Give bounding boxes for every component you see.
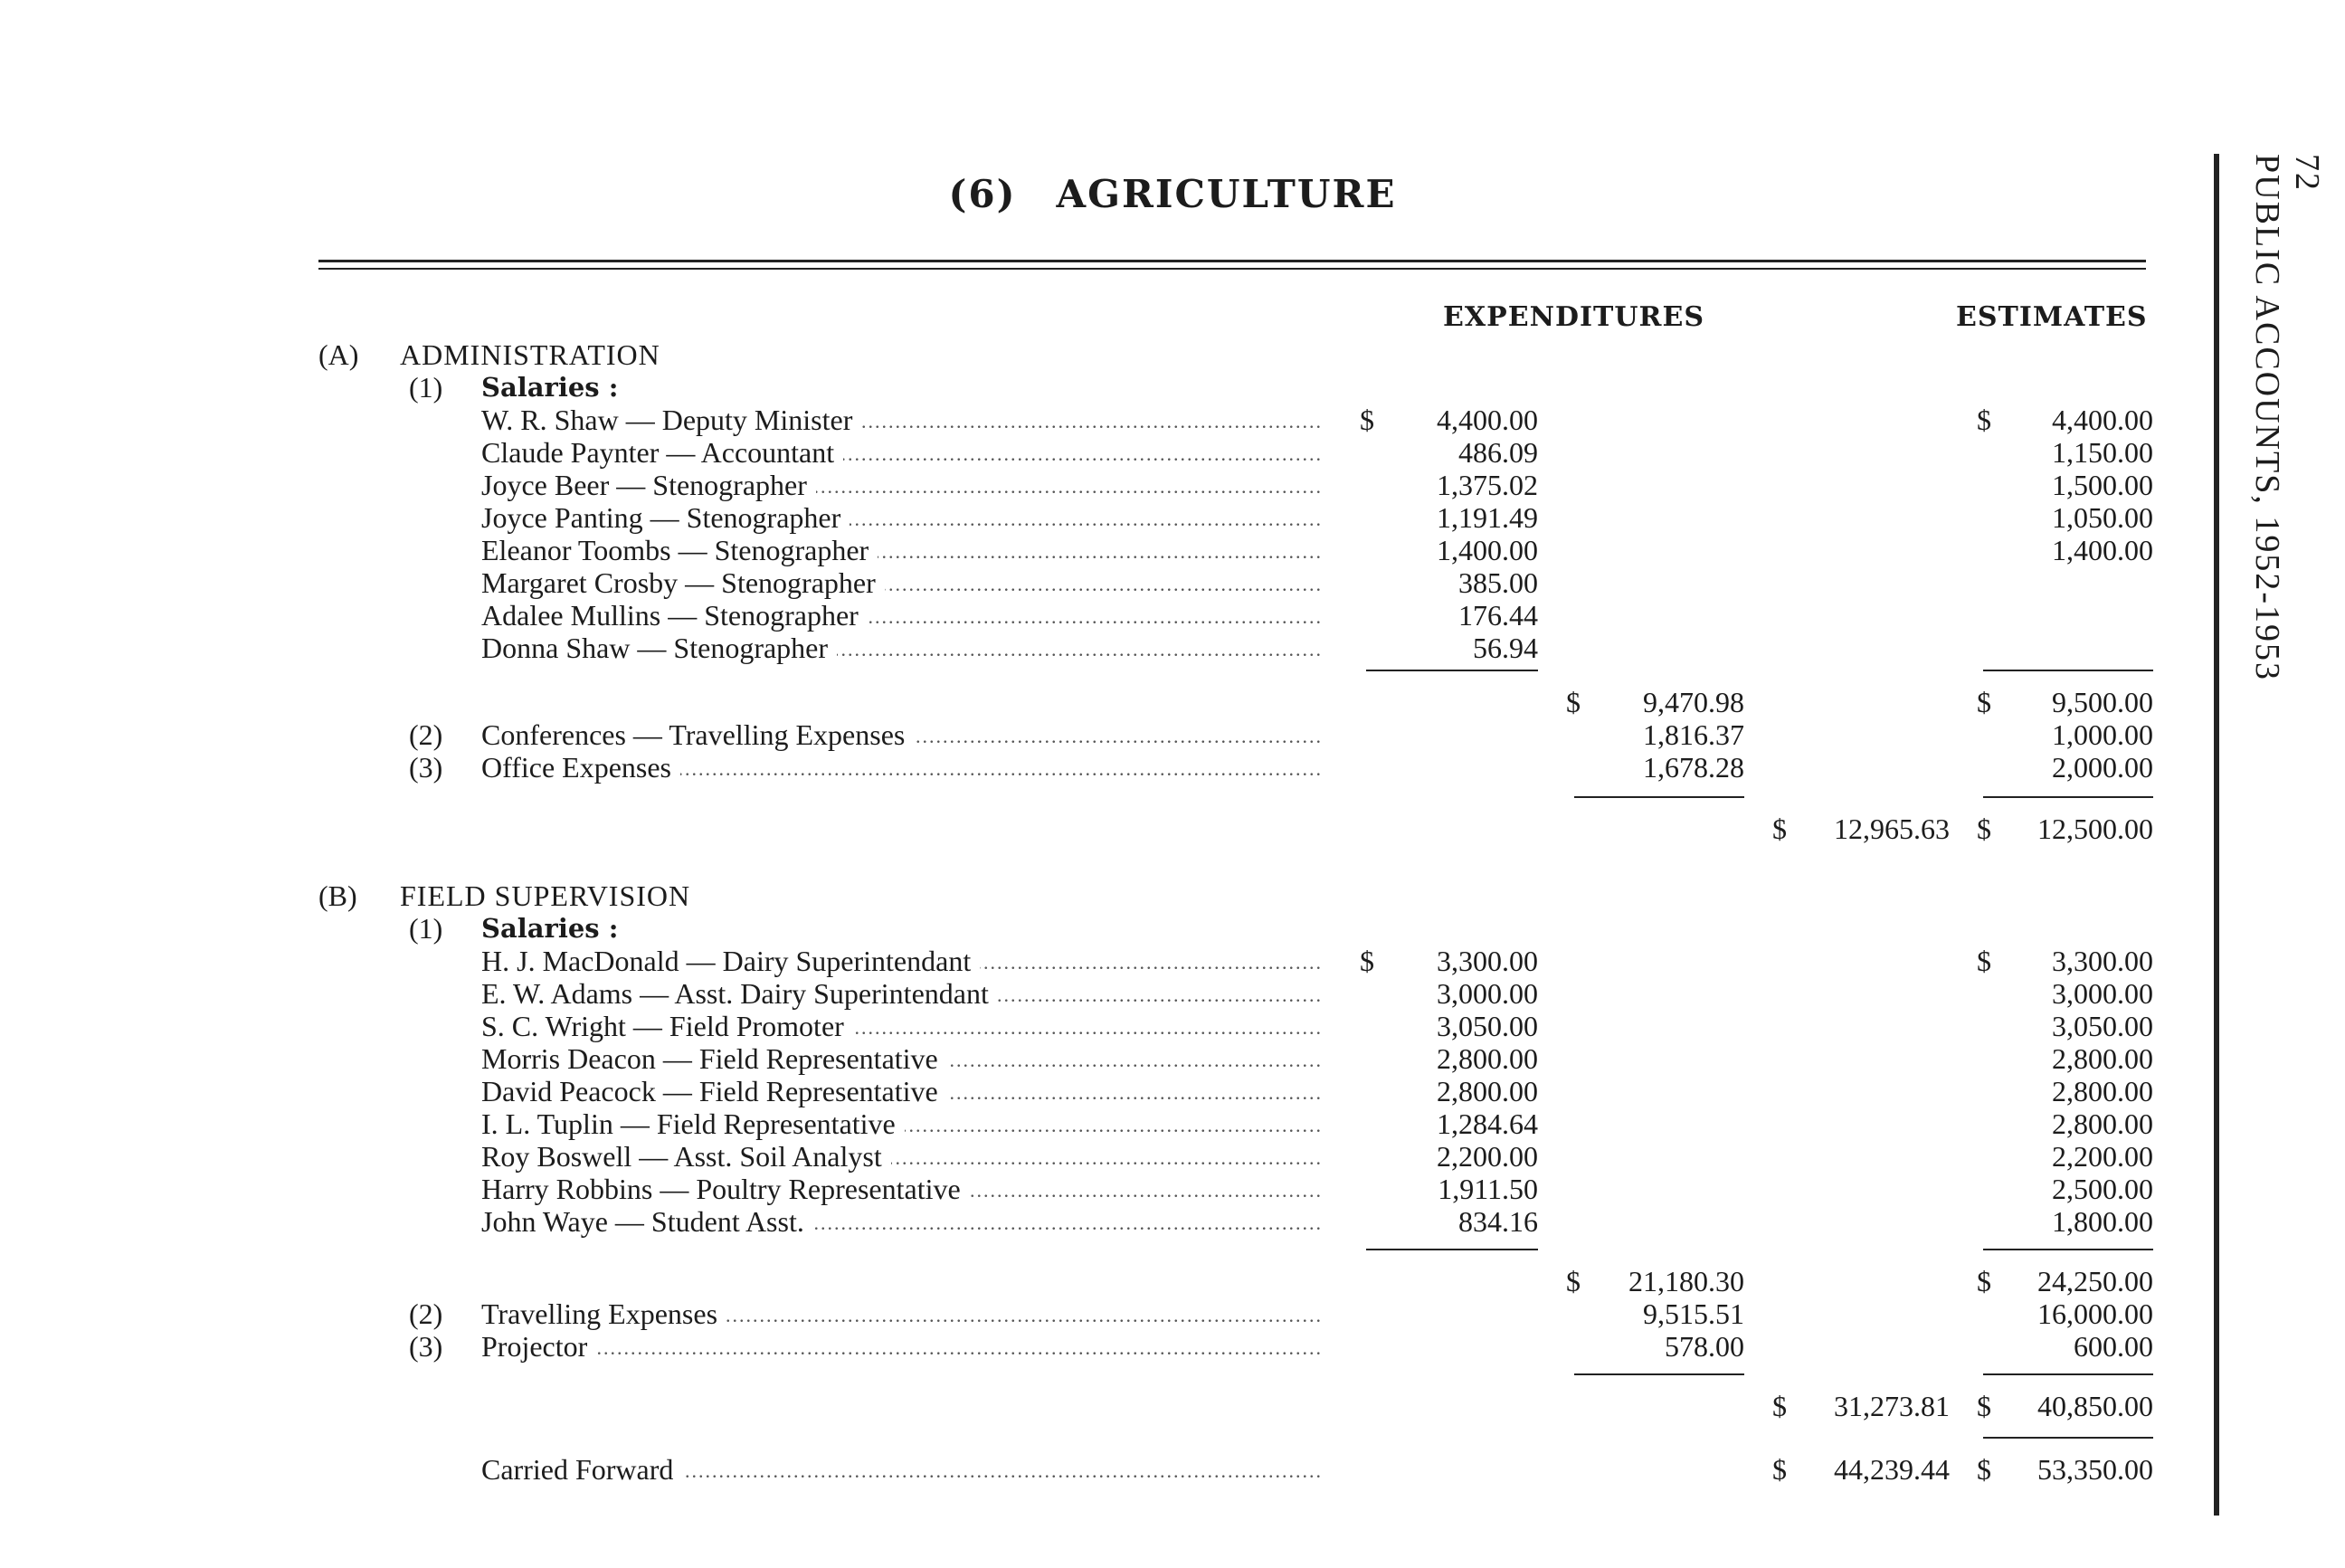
salary-row-label: Joyce Panting — Stenographer ..... [481,501,1323,534]
salary-row-estimate: 3,050.00 [2052,1010,2153,1042]
section-total-estimate: 40,850.00 [2037,1390,2153,1422]
salary-row-expenditure: 176.44 [1458,599,1538,632]
line-item-expenditure: 1,678.28 [1643,751,1744,784]
dollar-sign: $ [1977,813,1991,845]
dollar-sign: $ [1772,813,1787,845]
section-heading [0,879,2345,912]
line-item-estimate: 600.00 [2074,1330,2153,1363]
salary-row [0,1042,2345,1075]
section-title: ADMINISTRATION [400,338,660,371]
item-number: (3) [409,1330,443,1363]
salary-row-label: H. J. MacDonald — Dairy Superintendant ..... [481,945,1323,977]
section-number: (6) [948,172,1017,216]
salary-row [0,599,2345,632]
running-title: PUBLIC ACCOUNTS, 1952-1953 [2248,154,2286,681]
salary-row [0,404,2345,436]
salary-row [0,534,2345,566]
salary-row-estimate: 2,800.00 [2052,1107,2153,1140]
line-item-label: Office Expenses ..... [481,751,1323,784]
salary-row-expenditure: 486.09 [1458,436,1538,469]
salary-row-expenditure: 834.16 [1458,1205,1538,1238]
salary-row [0,1010,2345,1042]
salary-row-expenditure: 3,300.00 [1437,945,1538,977]
salary-row-label: David Peacock — Field Representative ..... [481,1075,1323,1107]
salaries-subtotal: 21,180.30 [1628,1265,1744,1297]
line-item-label: Projector ..... [481,1330,1323,1363]
salary-row-label: Roy Boswell — Asst. Soil Analyst ..... [481,1140,1323,1173]
section-total-row [0,813,2345,845]
section-total: 31,273.81 [1834,1390,1950,1422]
salaries-label: Salaries : [481,372,619,403]
subtotal-rule [1366,670,1538,671]
total-rule [1574,796,1744,798]
carried-forward-estimate: 53,350.00 [2037,1453,2153,1486]
page-title [0,172,2345,216]
salary-row-label: E. W. Adams — Asst. Dairy Superintendant ..... [481,977,1323,1010]
dollar-sign: $ [1566,686,1581,718]
carried-forward-total: 44,239.44 [1834,1453,1950,1486]
salary-row-estimate: 2,800.00 [2052,1042,2153,1075]
section-letter: (A) [318,338,359,371]
carried-forward-label: Carried Forward ..... [481,1453,1323,1486]
item-number: (2) [409,1297,443,1330]
salary-row-label: Margaret Crosby — Stenographer ..... [481,566,1323,599]
salary-row-expenditure: 3,050.00 [1437,1010,1538,1042]
salaries-heading [0,371,2345,404]
salary-row-expenditure: 385.00 [1458,566,1538,599]
salary-row [0,436,2345,469]
salary-row-expenditure: 3,000.00 [1437,977,1538,1010]
salaries-estimate: 24,250.00 [2037,1265,2153,1297]
dollar-sign: $ [1772,1390,1787,1422]
subtotal-rule [1983,1249,2153,1250]
salary-row-expenditure: 1,400.00 [1437,534,1538,566]
line-item-expenditure: 578.00 [1665,1330,1744,1363]
salary-row-estimate: 1,050.00 [2052,501,2153,534]
carried-forward-row [0,1453,2345,1486]
dollar-sign: $ [1360,945,1374,977]
salary-row-expenditure: 1,284.64 [1437,1107,1538,1140]
line-item-expenditure: 9,515.51 [1643,1297,1744,1330]
salary-row-label: Eleanor Toombs — Stenographer ..... [481,534,1323,566]
section-total-estimate: 12,500.00 [2037,813,2153,845]
salary-row-label: Claude Paynter — Accountant ..... [481,436,1323,469]
line-item-row [0,718,2345,751]
salary-row-expenditure: 4,400.00 [1437,404,1538,436]
section-title: FIELD SUPERVISION [400,879,691,912]
salary-row-expenditure: 2,800.00 [1437,1042,1538,1075]
salary-row [0,566,2345,599]
salary-row-estimate: 2,200.00 [2052,1140,2153,1173]
line-item-expenditure: 1,816.37 [1643,718,1744,751]
salary-row-expenditure: 1,191.49 [1437,501,1538,534]
salary-row [0,1107,2345,1140]
section-total-row [0,1390,2345,1422]
salary-row [0,501,2345,534]
salary-row-estimate: 4,400.00 [2052,404,2153,436]
salary-row [0,945,2345,977]
salary-row-expenditure: 2,200.00 [1437,1140,1538,1173]
line-item-estimate: 16,000.00 [2037,1297,2153,1330]
item-number: (1) [409,912,443,945]
item-number: (3) [409,751,443,784]
salary-row-estimate: 1,150.00 [2052,436,2153,469]
salary-row-estimate: 2,500.00 [2052,1173,2153,1205]
salaries-estimate: 9,500.00 [2052,686,2153,718]
salary-row [0,632,2345,664]
salary-row-label: Donna Shaw — Stenographer ..... [481,632,1323,664]
salaries-subtotal-row [0,1265,2345,1297]
section-title: AGRICULTURE [1056,172,1397,216]
dollar-sign: $ [1977,1265,1991,1297]
salaries-subtotal-row [0,686,2345,718]
salaries-label: Salaries : [481,913,619,944]
line-item-row [0,1297,2345,1330]
salary-row-label: Joyce Beer — Stenographer ..... [481,469,1323,501]
dollar-sign: $ [1977,1390,1991,1422]
line-item-label: Travelling Expenses ..... [481,1297,1323,1330]
salary-row [0,1140,2345,1173]
dollar-sign: $ [1360,404,1374,436]
line-item-row [0,751,2345,784]
estimates-column-header: ESTIMATES [1956,301,2148,333]
salary-row-estimate: 2,800.00 [2052,1075,2153,1107]
line-item-label: Conferences — Travelling Expenses ..... [481,718,1323,751]
subtotal-rule [1366,1249,1538,1250]
line-item-row [0,1330,2345,1363]
dollar-sign: $ [1772,1453,1787,1486]
line-item-estimate: 1,000.00 [2052,718,2153,751]
section-heading [0,338,2345,371]
salary-row [0,469,2345,501]
salary-row-expenditure: 1,375.02 [1437,469,1538,501]
dollar-sign: $ [1977,1453,1991,1486]
item-number: (2) [409,718,443,751]
line-item-estimate: 2,000.00 [2052,751,2153,784]
salary-row-label: Adalee Mullins — Stenographer ..... [481,599,1323,632]
header-rule [318,260,2146,262]
salary-row-label: S. C. Wright — Field Promoter ..... [481,1010,1323,1042]
carried-forward-rule [1983,1437,2153,1439]
salary-row-label: John Waye — Student Asst. ..... [481,1205,1323,1238]
salary-row-label: Harry Robbins — Poultry Representative ..... [481,1173,1323,1205]
salaries-heading [0,912,2345,945]
dollar-sign: $ [1977,686,1991,718]
salary-row-estimate: 1,800.00 [2052,1205,2153,1238]
section-letter: (B) [318,879,357,912]
total-rule [1983,796,2153,798]
subtotal-rule [1983,670,2153,671]
total-rule [1983,1373,2153,1375]
dollar-sign: $ [1977,404,1991,436]
expenditures-column-header: EXPENDITURES [1443,301,1704,333]
salary-row-expenditure: 56.94 [1473,632,1538,664]
dollar-sign: $ [1566,1265,1581,1297]
salary-row [0,1173,2345,1205]
salary-row-label: Morris Deacon — Field Representative ..... [481,1042,1323,1075]
salary-row [0,977,2345,1010]
salary-row [0,1075,2345,1107]
header-rule-secondary [318,268,2146,270]
page-number: 72 [2288,154,2326,192]
salary-row-estimate: 1,500.00 [2052,469,2153,501]
salary-row [0,1205,2345,1238]
salary-row-label: I. L. Tuplin — Field Representative ..... [481,1107,1323,1140]
dollar-sign: $ [1977,945,1991,977]
salary-row-estimate: 1,400.00 [2052,534,2153,566]
salaries-subtotal: 9,470.98 [1643,686,1744,718]
salary-row-expenditure: 1,911.50 [1438,1173,1538,1205]
section-total: 12,965.63 [1834,813,1950,845]
salary-row-estimate: 3,000.00 [2052,977,2153,1010]
total-rule [1574,1373,1744,1375]
salary-row-expenditure: 2,800.00 [1437,1075,1538,1107]
salary-row-label: W. R. Shaw — Deputy Minister ..... [481,404,1323,436]
item-number: (1) [409,371,443,404]
salary-row-estimate: 3,300.00 [2052,945,2153,977]
